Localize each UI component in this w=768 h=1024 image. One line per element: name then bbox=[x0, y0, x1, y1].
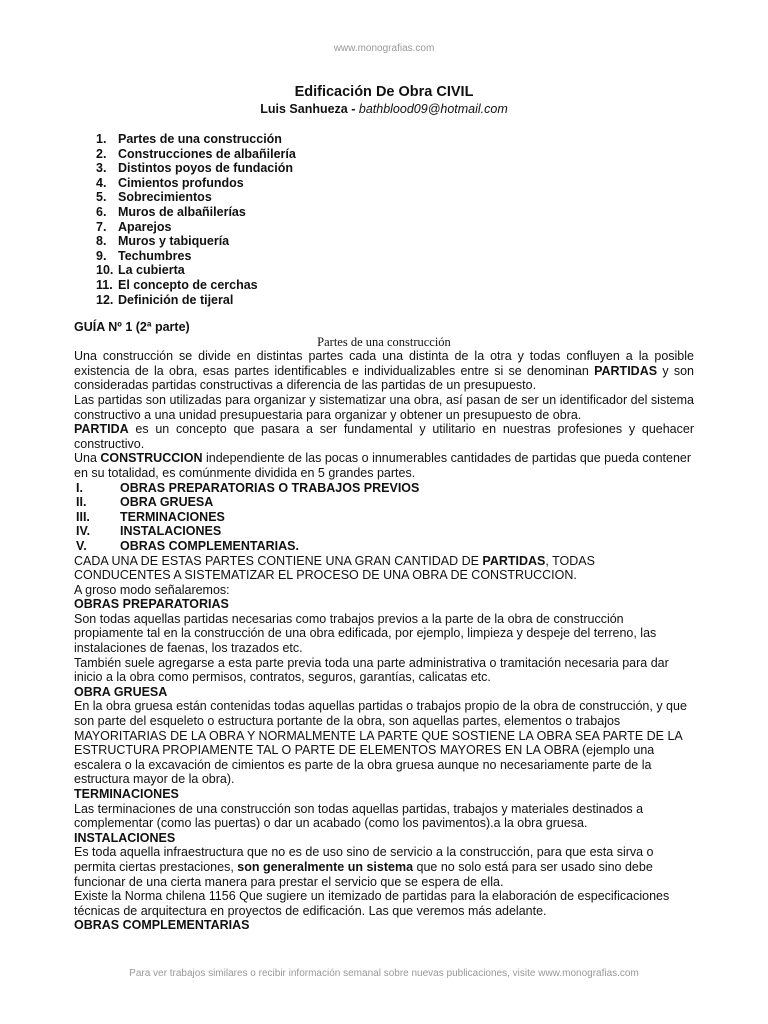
toc-item: 1. Partes de una construcción bbox=[96, 132, 282, 146]
toc-item: 12. Definición de tijeral bbox=[96, 292, 234, 307]
paragraph: En la obra gruesa están contenidas todas aquellas partidas o trabajos propio de la obra de construcción, y que son parte del esqueleto o estructura portante de la obra, son aquellas partes, elementos o trabajos MAYORITARIAS DE LA OBRA Y NORMALMENTE LA PARTE QUE SOSTIENE LA OBRA SEA PARTE DE LA ESTRUCTURA PROPIAMENTE TAL O PARTE DE ELEMENTOS MAYORES EN LA OBRA (ejemplo una escalera o la excavación de cimientos es parte de la obra gruesa aunque no necesariamente parte de la estructura mayor de la obra). bbox=[74, 699, 687, 787]
author-name: Luis Sanhueza - bbox=[260, 102, 356, 116]
paragraph: Una construcción se divide en distintas partes cada una distinta de la otra y todas confluyen a la posible existencia de la obra, esas partes identificables e individualizables entre si se denominan PARTIDAS y son consideradas partidas constructivas a diferencia de las partidas de un presupuesto. bbox=[74, 349, 694, 393]
paragraph: Existe la Norma chilena 1156 Que sugiere un itemizado de partidas para la elaboración de especificaciones técnicas de arquitectura en proyectos de edificación. Las que veremos más adelante. bbox=[74, 889, 670, 918]
toc-item: 3. Distintos poyos de fundación bbox=[96, 161, 294, 176]
paragraph: Son todas aquellas partidas necesarias como trabajos previos a la parte de la obra de construcción propiamente tal en la construcción de una obra edificada, por ejemplo, limpieza y despeje del terreno, las instalaciones de faenas, los trazados etc. bbox=[74, 611, 657, 656]
site-header: www.monografias.com bbox=[333, 43, 435, 54]
toc-item: 11. El concepto de cerchas bbox=[96, 277, 258, 292]
toc-item: 8. Muros y tabiquería bbox=[96, 234, 230, 249]
paragraph: Una CONSTRUCCION independiente de las pocas o innumerables cantidades de partidas que pueda contener en su totalidad, es comúnmente dividida en 5 grandes partes. bbox=[74, 451, 692, 480]
toc-item: 5. Sobrecimientos bbox=[96, 190, 212, 205]
document-title: Edificación De Obra CIVIL bbox=[294, 84, 474, 100]
toc-item: 4. Cimientos profundos bbox=[96, 175, 244, 190]
table-of-contents bbox=[96, 132, 296, 307]
section-title: Partes de una construcción bbox=[317, 334, 451, 349]
list-item: IV. INSTALACIONES bbox=[76, 524, 222, 539]
document-author bbox=[0, 102, 768, 116]
site-footer: Para ver trabajos similares o recibir información semanal sobre nuevas publicaciones, visite www.monografias.com bbox=[129, 968, 639, 979]
paragraph: También suele agregarse a esta parte previa toda una parte administrativa o tramitación necesaria para dar inicio a la obra como permisos, contratos, seguros, garantías, calicatas etc. bbox=[74, 655, 669, 685]
list-item: I. OBRAS PREPARATORIAS O TRABAJOS PREVIOS bbox=[76, 480, 420, 495]
list-item: V. OBRAS COMPLEMENTARIAS. bbox=[76, 538, 299, 553]
construction-parts-list bbox=[74, 481, 694, 554]
heading-obras-complementarias: OBRAS COMPLEMENTARIAS bbox=[74, 918, 250, 933]
paragraph: CADA UNA DE ESTAS PARTES CONTIENE UNA GRAN CANTIDAD DE PARTIDAS, TODAS CONDUCENTES A SISTEMATIZAR EL PROCESO DE UNA OBRA DE CONSTRUCCION. bbox=[74, 553, 595, 583]
list-item: III. TERMINACIONES bbox=[76, 509, 225, 524]
heading-obra-gruesa: OBRA GRUESA bbox=[74, 684, 168, 699]
paragraph: Es toda aquella infraestructura que no es de uso sino de servicio a la construcción, para que esta sirva o permita ciertas prestaciones, son generalmente un sistema que no solo está para ser usado sino debe funcionar de una cierta manera para prestar el servicio que se espera de ella. bbox=[74, 845, 654, 889]
toc-item: 6. Muros de albañilerías bbox=[96, 204, 246, 219]
toc-item: 9. Techumbres bbox=[96, 248, 192, 263]
toc-item: 2. Construcciones de albañilería bbox=[96, 146, 296, 161]
document-body bbox=[74, 320, 694, 933]
heading-terminaciones: TERMINACIONES bbox=[74, 787, 179, 801]
author-email: bathblood09@hotmail.com bbox=[358, 102, 508, 116]
list-item: II. OBRA GRUESA bbox=[76, 495, 214, 510]
guide-label: GUÍA Nº 1 (2ª parte) bbox=[74, 320, 190, 334]
paragraph: Las terminaciones de una construcción son todas aquellas partidas, trabajos y materiales destinados a complementar (como las puertas) o dar un acabado (como los pavimentos).a la obra gruesa. bbox=[74, 801, 644, 831]
toc-item: 7. Aparejos bbox=[96, 219, 172, 234]
paragraph: Las partidas son utilizadas para organizar y sistematizar una obra, así pasan de ser un identificador del sistema constructivo a una unidad presupuestaria para organizar y obtener un presupuesto de obra. bbox=[74, 392, 694, 422]
paragraph: A groso modo señalaremos: bbox=[74, 582, 230, 597]
heading-instalaciones: INSTALACIONES bbox=[74, 830, 176, 845]
paragraph: PARTIDA es un concepto que pasara a ser fundamental y utilitario en nuestras profesiones y quehacer constructivo. bbox=[74, 422, 694, 451]
heading-obras-preparatorias: OBRAS PREPARATORIAS bbox=[74, 597, 229, 612]
toc-item: 10. La cubierta bbox=[96, 263, 185, 278]
